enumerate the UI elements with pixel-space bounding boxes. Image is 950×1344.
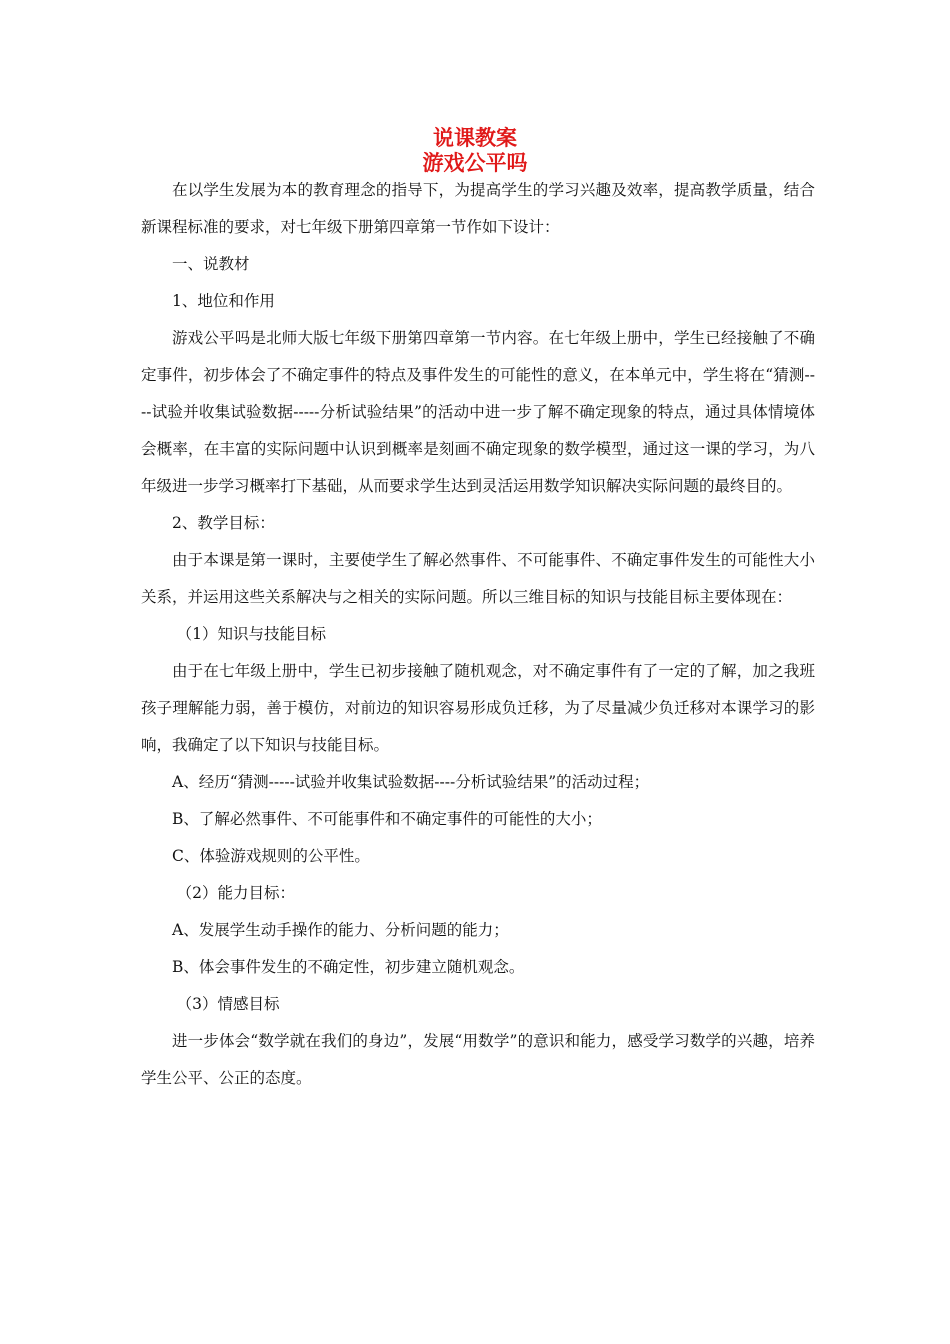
list-item: A、发展学生动手操作的能力、分析问题的能力； (172, 921, 509, 939)
document-title: 说课教案 (433, 126, 517, 150)
document-subtitle: 游戏公平吗 (422, 151, 528, 175)
body-paragraph: 进一步体会“数学就在我们的身边”，发展“用数学”的意识和能力，感受学习数学的兴趣，培养学生公平、公正的态度。 (141, 1032, 815, 1087)
section-heading: 一、说教材 (172, 255, 250, 273)
list-item: C、体验游戏规则的公平性。 (172, 847, 370, 865)
goal-heading: （3）情感目标 (176, 995, 280, 1013)
intro-paragraph: 在以学生发展为本的教育理念的指导下，为提高学生的学习兴趣及效率，提高教学质量，结合新课程标准的要求，对七年级下册第四章第一节作如下设计： (141, 181, 815, 236)
list-item: B、了解必然事件、不可能事件和不确定事件的可能性的大小； (172, 810, 602, 828)
subsection-heading: 1、地位和作用 (172, 292, 275, 310)
body-paragraph: 游戏公平吗是北师大版七年级下册第四章第一节内容。在七年级上册中，学生已经接触了不确定事件，初步体会了不确定事件的特点及事件发生的可能性的意义，在本单元中，学生将在“猜测----试验并收集试验数据-----分析试验结果”的活动中进一步了解不确定现象的特点，通过具体情境体会概率，在丰富的实际问题中认识到概率是刻画不确定现象的数学模型，通过这一课的学习，为八年级进一步学习概率打下基础，从而要求学生达到灵活运用数学知识解决实际问题的最终目的。 (141, 329, 815, 495)
document-body (141, 172, 815, 1097)
subsection-heading: 2、教学目标： (172, 514, 275, 532)
body-paragraph: 由于在七年级上册中，学生已初步接触了随机观念，对不确定事件有了一定的了解，加之我班孩子理解能力弱，善于模仿，对前边的知识容易形成负迁移，为了尽量减少负迁移对本课学习的影响，我确定了以下知识与技能目标。 (141, 662, 815, 754)
list-item: A、经历“猜测-----试验并收集试验数据----分析试验结果”的活动过程； (172, 773, 650, 791)
body-paragraph: 由于本课是第一课时，主要使学生了解必然事件、不可能事件、不确定事件发生的可能性大小关系，并运用这些关系解决与之相关的实际问题。所以三维目标的知识与技能目标主要体现在： (141, 551, 815, 606)
list-item: B、体会事件发生的不确定性，初步建立随机观念。 (172, 958, 525, 976)
goal-heading: （2）能力目标： (176, 884, 296, 902)
goal-heading: （1）知识与技能目标 (176, 625, 327, 643)
